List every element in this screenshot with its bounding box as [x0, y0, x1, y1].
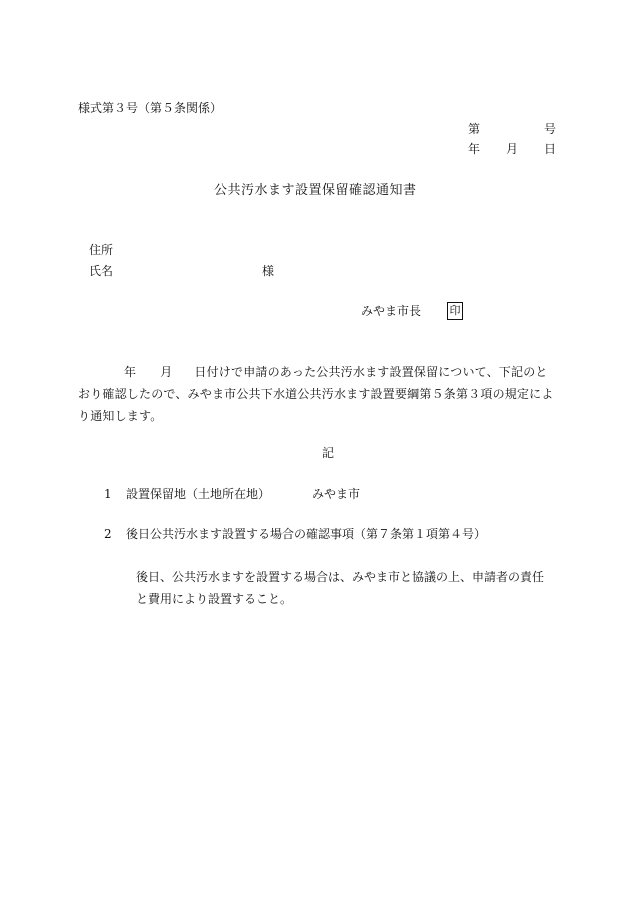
item-2-detail — [136, 566, 558, 610]
ki-heading: 記 — [322, 446, 335, 460]
date-month-label: 月 — [506, 142, 519, 156]
item-1-label: 設置保留地（土地所在地） — [126, 487, 271, 501]
item-2-label: 後日公共汚水ます設置する場合の確認事項（第７条第１項第４号） — [126, 527, 487, 541]
item-1-value: みやま市 — [312, 487, 361, 501]
body-line-3: り通知します。 — [78, 409, 163, 423]
recipient-honorific: 様 — [262, 264, 275, 278]
item-2-detail-line-2: と費用により設置すること。 — [136, 592, 293, 606]
seal-stamp-box: 印 — [447, 302, 463, 320]
document-title: 公共汚水ます設置保留確認通知書 — [214, 183, 417, 198]
item-2-number: 2 — [104, 527, 112, 541]
sender-name: みやま市長 — [361, 304, 422, 318]
body-line-2: おり確認したので、みやま市公共下水道公共汚水ます設置要綱第５条第３項の規定によ — [78, 387, 554, 401]
date-day-label: 日 — [544, 142, 557, 156]
body-line-1 — [78, 361, 556, 383]
body-year-label: 年 — [124, 365, 137, 379]
recipient-name-label: 氏名 — [89, 264, 114, 278]
body-month-label: 月 — [160, 365, 173, 379]
form-number-label: 様式第３号（第５条関係） — [78, 101, 223, 115]
notification-body — [78, 361, 556, 427]
item-2-detail-line-1: 後日、公共汚水ますを設置する場合は、みやま市と協議の上、申請者の責任 — [136, 570, 545, 584]
item-1-number: 1 — [104, 487, 112, 501]
document-number-prefix: 第 — [468, 122, 481, 136]
document-number-suffix: 号 — [544, 122, 557, 136]
date-year-label: 年 — [468, 142, 481, 156]
recipient-address-label: 住所 — [89, 243, 114, 257]
body-line-1-text: 日付けで申請のあった公共汚水ます設置保留について、下記のと — [194, 365, 548, 379]
